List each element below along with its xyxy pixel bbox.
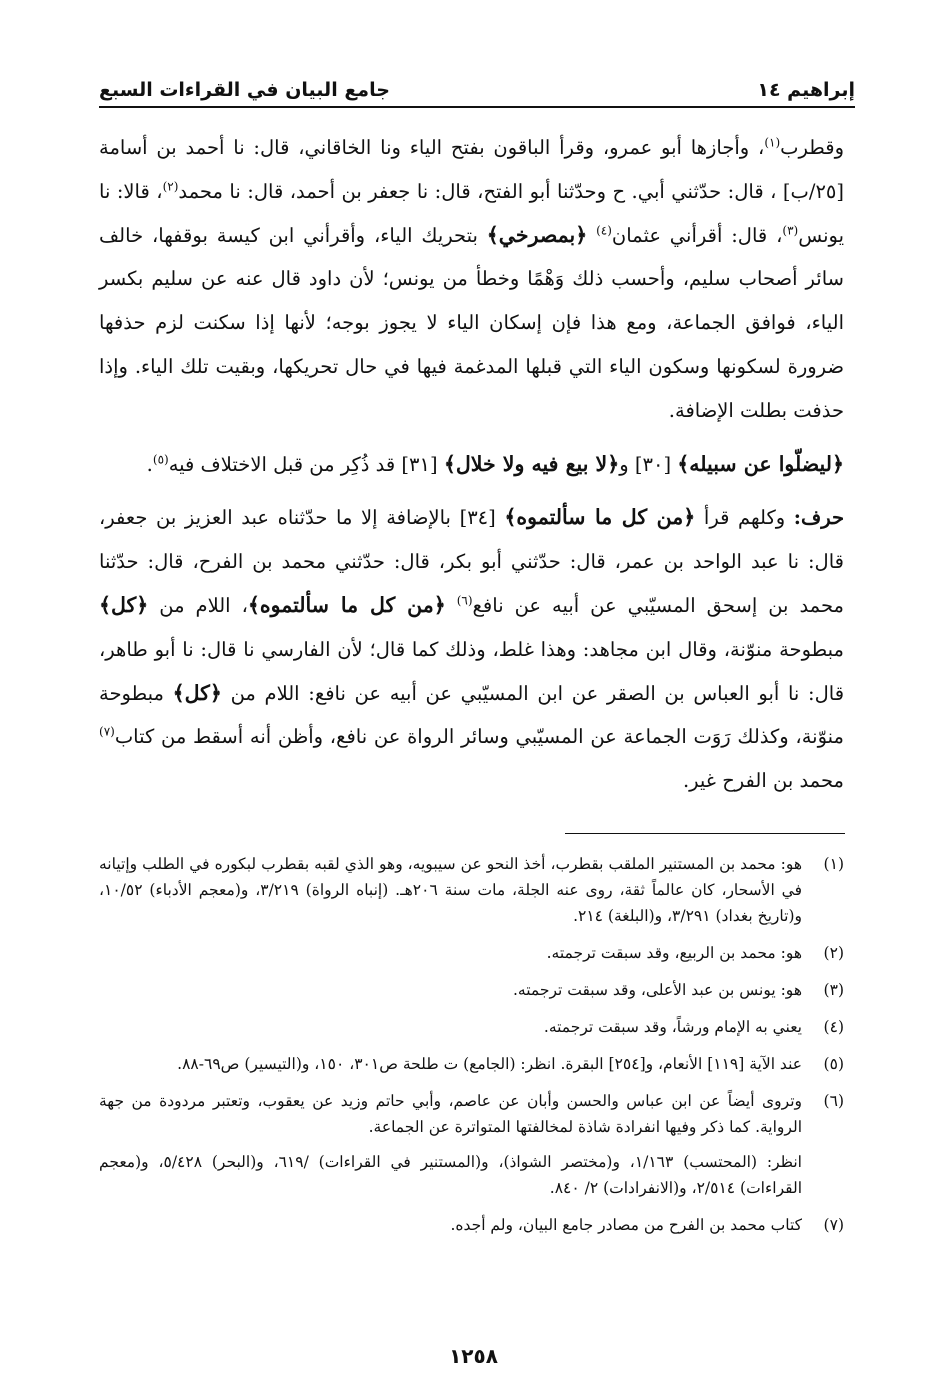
footnote-ref-1[interactable]: (١)	[764, 135, 781, 150]
main-text	[99, 126, 844, 803]
footnote-ref-4[interactable]: (٤)	[596, 223, 612, 238]
footnote-number: (٥)	[823, 1055, 844, 1073]
page-number: ١٢٥٨	[449, 1344, 498, 1368]
quran-word: ﴿كل﴾	[172, 680, 222, 705]
text-run: مبطوحة منوّنة، وقال ابن مجاهد: وهذا غلط، وذلك كما قال؛ لأن الفارسي نا قال: نا أبو طاهر، قال: نا أبو العباس بن الصقر عن ابن المسيّبي عن أبيه عن نافع: اللام من	[99, 637, 845, 705]
footnote-text: كتاب محمد بن الفرح من مصادر جامع البيان، ولم أجده.	[450, 1216, 802, 1234]
footnote-7	[99, 1212, 844, 1238]
text-run: ، وأجازها أبو عمرو، وقرأ الباقون بفتح الياء ونا الخاقاني، قال: نا أحمد بن أسامة [٢٥/ب] ، قال: حدّثني أبي. ح وحدّثنا أبو الفتح، قال: نا جعفر بن أحمد، قال: نا محمد	[99, 136, 844, 203]
footnote-text: وتروى أيضاً عن ابن عباس والحسن وأبان عن عاصم، وأبي حاتم وزيد عن يعقوب، وتعتبر مردودة من جهة الرواية. كما ذكر وفيها انفرادة شاذة لمخالفتها المتواترة عن الجماعة.	[99, 1092, 802, 1136]
paragraph-1	[99, 126, 844, 433]
header-chapter: إبراهيم ١٤	[757, 79, 855, 101]
footnote-ref-2[interactable]: (٢)	[162, 179, 179, 194]
footnote-body	[99, 1088, 802, 1201]
footnote-3	[99, 977, 844, 1003]
text-run: وكلهم قرأ	[703, 506, 786, 530]
footnote-ref-6[interactable]: (٦)	[456, 593, 473, 608]
paragraph-2	[99, 443, 844, 487]
footnote-number: (٢)	[823, 944, 844, 962]
footnote-1	[99, 851, 844, 929]
footnote-ref-7[interactable]: (٧)	[99, 724, 115, 739]
footnote-text: هو: محمد بن المستنير الملقب بقطرب، أخذ النحو عن سيبويه، وهو الذي لقبه بقطرب لبكوره في الطلب وإتيانه في الأسحار، كان عالماً ثقة، روى عنه الجلة، مات سنة ٢٠٦هـ. (إنباه الرواة) ٣/٢١٩، و(معجم الأدباء) ١٠/٥٢، و(تاريخ بغداد) ٣/٢٩١، و(البلغة) ٢١٤.	[99, 855, 802, 925]
quran-phrase: ﴿ليضلّوا عن سبيله﴾	[677, 451, 844, 476]
footnote-number: (٧)	[823, 1216, 844, 1234]
footnote-number: (٣)	[823, 981, 844, 999]
paragraph-3	[99, 496, 844, 803]
header-book-title: جامع البيان في القراءات السبع	[99, 79, 390, 101]
text-run: ، قال: أقرأني عثمان	[611, 223, 783, 247]
footnotes	[99, 851, 844, 1249]
text-run: [٣٤] بالإضافة إلا ما حدّثناه عبد العزيز بن جعفر، قال: نا عبد الواحد بن عمر، قال: حدّثني أبو بكر، قال: حدّثني محمد بن الفرح، قال: حدّثنا محمد بن إسحق المسيّبي عن أبيه عن نافع	[99, 506, 844, 617]
footnote-number: (١)	[823, 855, 844, 873]
text-run: مبطوحة منوّنة، وكذلك رَوَت الجماعة عن المسيّبي وسائر الرواة عن نافع، وأظن أنه أسقط من كتاب	[99, 681, 844, 749]
text-run: بتحريك الياء، وأقرأني ابن كيسة بوقفها، خالف سائر أصحاب سليم، وأحسب ذلك وَهْمًا وخطأ من يونس؛ لأن داود قال عنه عن سليم بكسر الياء، فوافق الجماعة، ومع هذا فإن إسكان الياء لا يجوز بوجه؛ لأنها إذا سكنت لزم حذفها ضرورة لسكونها وسكون الياء التي قبلها المدغمة فيها في حال تحريكها، وبقيت تلك الياء. وإذا حذفت بطلت الإضافة.	[99, 223, 844, 422]
running-header	[99, 74, 855, 108]
text-run: ، قالا: نا يونس	[99, 179, 844, 247]
footnote-4	[99, 1014, 844, 1040]
text-run: محمد بن الفرح غير.	[682, 769, 844, 793]
footnote-text: يعني به الإمام ورشاً، وقد سبقت ترجمته.	[543, 1018, 802, 1036]
text-run: وقطرب	[780, 136, 844, 159]
footnote-text: هو: محمد بن الربيع، وقد سبقت ترجمته.	[546, 944, 802, 962]
footnote-ref-5[interactable]: (٥)	[152, 452, 169, 467]
quran-phrase: ﴿لا بيع فيه ولا خلال﴾	[443, 451, 620, 476]
section-lead: حرف:	[793, 506, 845, 530]
footnote-text: هو: يونس بن عبد الأعلى، وقد سبقت ترجمته.	[513, 981, 802, 999]
footnote-2	[99, 940, 844, 966]
quran-phrase: ﴿من كل ما سألتموه﴾	[247, 592, 446, 617]
quran-word: ﴿بمصرخي﴾	[486, 222, 588, 247]
footnote-ref-3[interactable]: (٣)	[782, 223, 799, 238]
text-run: [٣٠] و	[619, 452, 672, 476]
quran-phrase: ﴿من كل ما سألتموه﴾	[504, 505, 696, 530]
footnote-number: (٤)	[823, 1018, 844, 1036]
text-run: .	[146, 452, 153, 476]
footnote-references: انظر: (المحتسب) ١/١٦٣، و(مختصر الشواذ)، و(المستنير في القراءات) /٦١٩، و(البحر) ٥/٤٢٨، و(معجم القراءات) ٢/٥١٤، و(الانفرادات) ٢/ ٨٤٠.	[99, 1153, 802, 1197]
text-run: [٣١] قد ذُكِر من قبل الاختلاف فيه	[168, 452, 438, 476]
footnote-number: (٦)	[823, 1092, 844, 1110]
text-run: ، اللام من	[159, 593, 248, 617]
footnote-5	[99, 1051, 844, 1077]
quran-word: ﴿كل﴾	[99, 592, 149, 617]
footnote-separator	[565, 833, 845, 834]
footnote-6	[99, 1088, 844, 1201]
footnote-text: عند الآية [١١٩] الأنعام، و[٢٥٤] البقرة. انظر: (الجامع) ت طلحة ص٣٠١، ١٥٠، و(التيسير) ص٦٩-٨٨.	[177, 1055, 802, 1073]
